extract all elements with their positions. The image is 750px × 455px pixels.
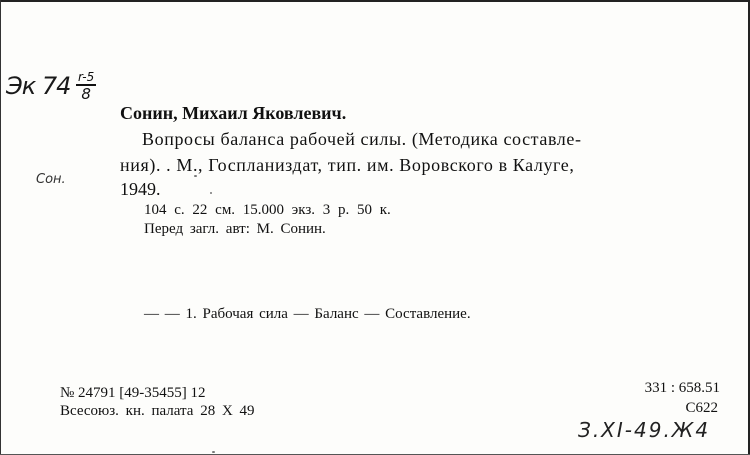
- card-border-left: [0, 0, 1, 455]
- paper-speck: [210, 192, 212, 194]
- shelf-fraction-bottom: 8: [81, 85, 91, 103]
- card-border-top: [0, 0, 748, 2]
- title-line-2: ния). . М., Госпланиздат, тип. им. Воровского в Калуге,: [120, 155, 575, 175]
- handwritten-side-mark: Сон.: [36, 172, 66, 187]
- title-line-1: Вопросы баланса рабочей силы. (Методика составле-: [142, 129, 582, 149]
- handwritten-bottom-note: З.ХІ-49.Ж4: [578, 418, 711, 442]
- book-chamber-line: Всесоюз. кн. палата 28 X 49: [60, 403, 255, 419]
- author-note: Перед загл. авт: М. Сонин.: [144, 221, 326, 237]
- cutter-number: С622: [685, 400, 718, 416]
- handwritten-shelfmark: Эк 74: [6, 72, 71, 100]
- paper-speck: [194, 175, 197, 177]
- udc-classification: 331 : 658.51: [644, 380, 720, 396]
- card-number: № 24791 [49-35455] 12: [60, 385, 206, 401]
- paper-speck: [212, 451, 215, 453]
- shelf-fraction-top: r-5: [78, 70, 95, 84]
- handwritten-shelf-fraction: [76, 70, 96, 102]
- physical-description: 104 с. 22 см. 15.000 экз. 3 р. 50 к.: [144, 202, 391, 218]
- title-line-3: 1949.: [120, 179, 161, 199]
- author-heading: Сонин, Михаил Яковлевич.: [120, 103, 347, 123]
- subject-tracing: — — 1. Рабочая сила — Баланс — Составление.: [144, 306, 471, 322]
